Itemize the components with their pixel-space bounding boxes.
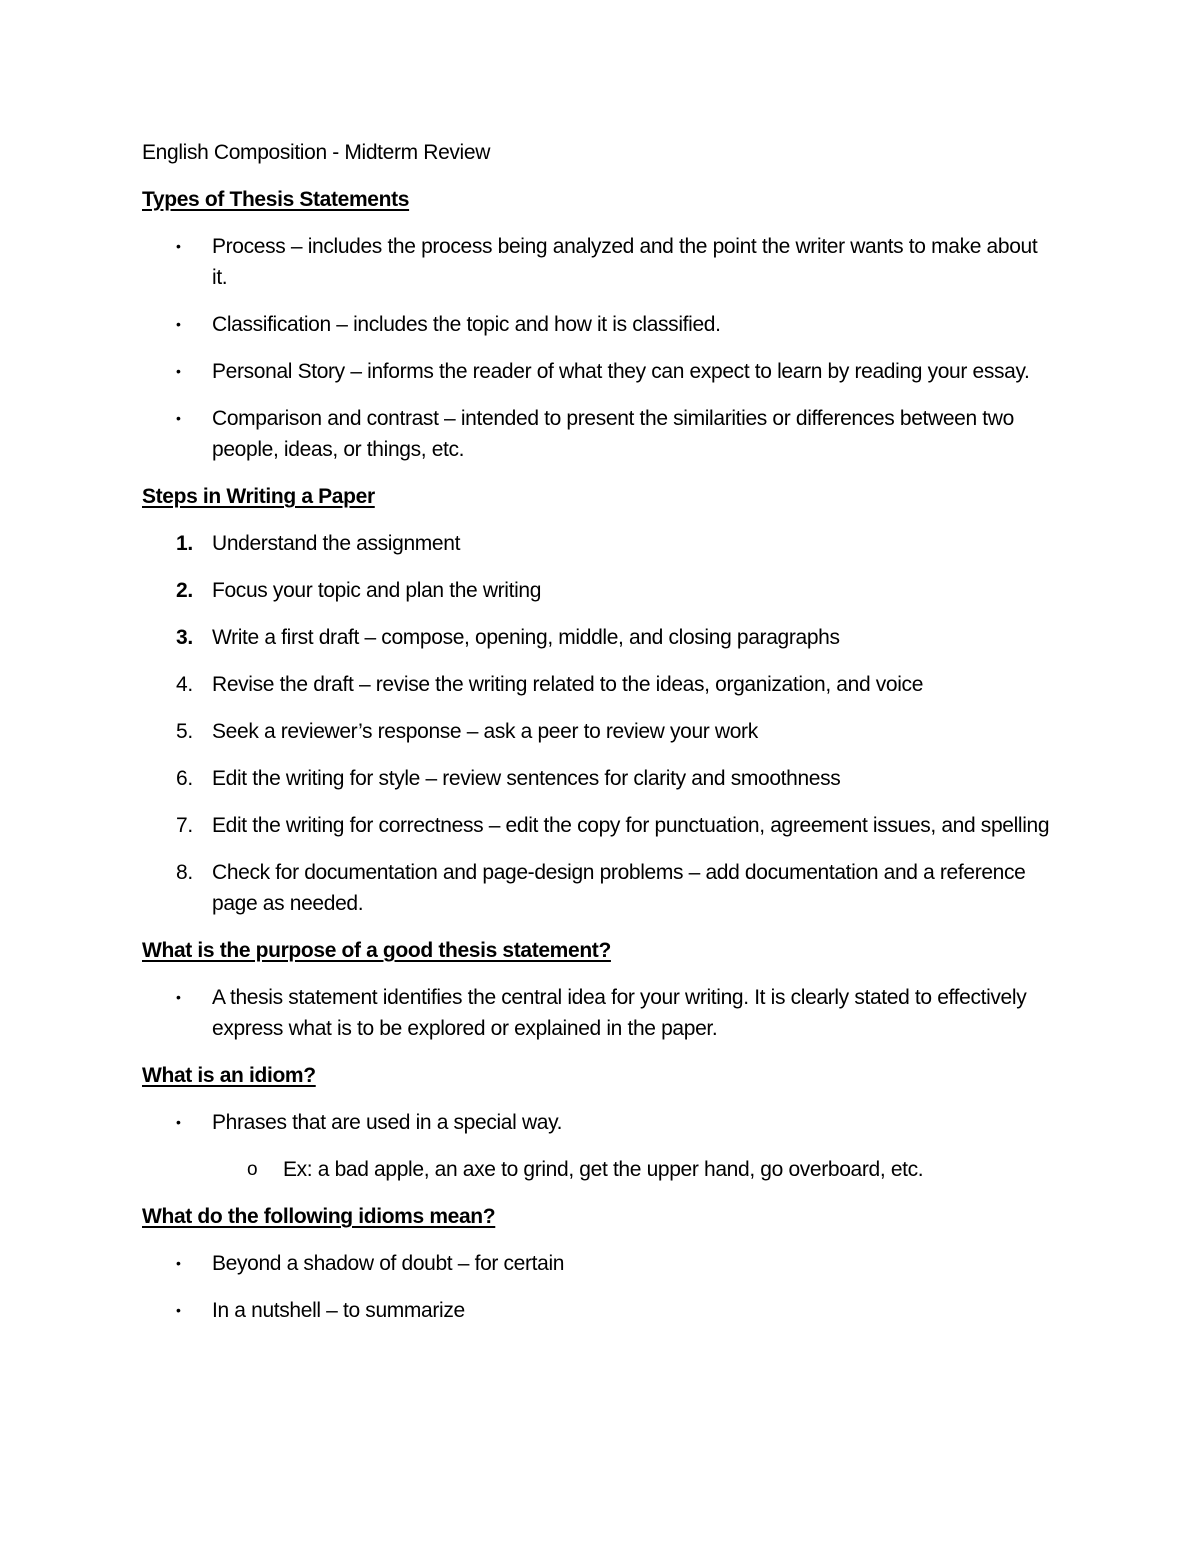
step-number: 6. xyxy=(176,767,193,790)
list-item xyxy=(142,231,1057,293)
list-item-text: Focus your topic and plan the writing xyxy=(212,579,542,602)
writing-steps-list xyxy=(142,528,1057,919)
list-item-text: Beyond a shadow of doubt – for certain xyxy=(212,1252,565,1275)
section-heading-idiom-meanings: What do the following idioms mean? xyxy=(142,1205,496,1228)
circle-bullet-icon: o xyxy=(247,1159,258,1180)
section-heading-writing-steps: Steps in Writing a Paper xyxy=(142,485,375,508)
list-item xyxy=(142,356,1057,387)
bullet-icon: • xyxy=(176,363,181,379)
bullet-icon: • xyxy=(176,1255,181,1271)
section-heading-idiom-definition: What is an idiom? xyxy=(142,1064,316,1087)
step-number: 3. xyxy=(176,626,193,649)
list-item-text: Classification – includes the topic and how it is classified. xyxy=(212,313,721,336)
bullet-icon: • xyxy=(176,1114,181,1130)
thesis-types-list xyxy=(142,231,1057,465)
sub-list-item xyxy=(142,1154,1057,1185)
step-number: 5. xyxy=(176,720,193,743)
list-item xyxy=(142,528,1057,559)
list-item-text: Edit the writing for style – review sentences for clarity and smoothness xyxy=(212,767,841,790)
list-item xyxy=(142,403,1057,465)
list-item-text: Personal Story – informs the reader of what they can expect to learn by reading your essay. xyxy=(212,360,1030,383)
bullet-icon: • xyxy=(176,316,181,332)
list-item xyxy=(142,1107,1057,1138)
list-item-text: In a nutshell – to summarize xyxy=(212,1299,465,1322)
document-title: English Composition - Midterm Review xyxy=(142,141,491,164)
step-number: 1. xyxy=(176,532,193,555)
idiom-meanings-list xyxy=(142,1248,1057,1326)
step-number: 4. xyxy=(176,673,193,696)
idiom-definition-list xyxy=(142,1107,1057,1138)
list-item xyxy=(142,716,1057,747)
list-item-text: Check for documentation and page-design problems – add documentation and a reference page as needed. xyxy=(212,861,1026,915)
section-heading-thesis-purpose: What is the purpose of a good thesis statement? xyxy=(142,939,611,962)
list-item xyxy=(142,982,1057,1044)
step-number: 8. xyxy=(176,861,193,884)
list-item xyxy=(142,810,1057,841)
bullet-icon: • xyxy=(176,410,181,426)
list-item-text: Process – includes the process being analyzed and the point the writer wants to make about it. xyxy=(212,235,1038,289)
list-item-text: Phrases that are used in a special way. xyxy=(212,1111,563,1134)
sub-list-item-text: Ex: a bad apple, an axe to grind, get the upper hand, go overboard, etc. xyxy=(283,1158,924,1181)
idiom-examples-list xyxy=(142,1154,1057,1185)
list-item-text: Write a first draft – compose, opening, middle, and closing paragraphs xyxy=(212,626,840,649)
list-item xyxy=(142,622,1057,653)
list-item xyxy=(142,669,1057,700)
list-item-text: Seek a reviewer’s response – ask a peer to review your work xyxy=(212,720,758,743)
bullet-icon: • xyxy=(176,1302,181,1318)
bullet-icon: • xyxy=(176,989,181,1005)
thesis-purpose-list xyxy=(142,982,1057,1044)
list-item xyxy=(142,1295,1057,1326)
list-item-text: A thesis statement identifies the central idea for your writing. It is clearly stated to effectively express what is to be explored or explained in the paper. xyxy=(212,986,1027,1040)
bullet-icon: • xyxy=(176,238,181,254)
list-item xyxy=(142,1248,1057,1279)
list-item-text: Comparison and contrast – intended to present the similarities or differences between two people, ideas, or things, etc. xyxy=(212,407,1014,461)
list-item-text: Edit the writing for correctness – edit the copy for punctuation, agreement issues, and spelling xyxy=(212,814,1050,837)
list-item xyxy=(142,309,1057,340)
document-body xyxy=(142,137,1057,1342)
list-item xyxy=(142,575,1057,606)
list-item-text: Revise the draft – revise the writing related to the ideas, organization, and voice xyxy=(212,673,924,696)
list-item xyxy=(142,763,1057,794)
step-number: 7. xyxy=(176,814,193,837)
step-number: 2. xyxy=(176,579,193,602)
list-item xyxy=(142,857,1057,919)
section-heading-thesis-types: Types of Thesis Statements xyxy=(142,188,410,211)
list-item-text: Understand the assignment xyxy=(212,532,461,555)
